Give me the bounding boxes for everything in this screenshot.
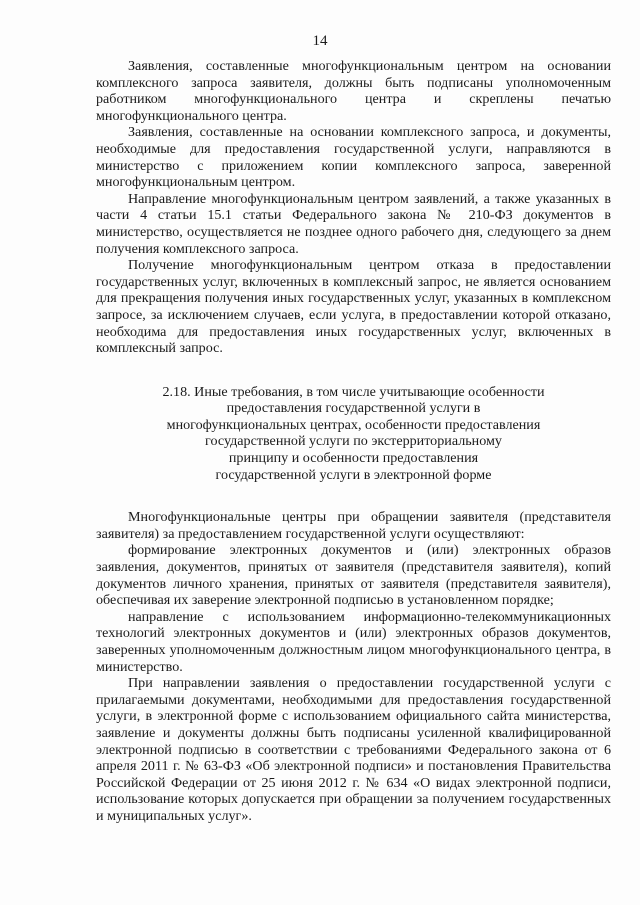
page-number: 14: [312, 33, 328, 49]
paragraph: Многофункциональные центры при обращении заявителя (представителя заявителя) за предоставлением государственной услуги осуществляют:: [96, 509, 611, 542]
list-item: направление с использованием информационно-телекоммуникационных технологий электронных документов и (или) электронных образов документов, заверенных уполномоченным должностным лицом многофункционального центра, в министерство.: [96, 608, 611, 675]
section-heading-line: 2.18. Иные требования, в том числе учитывающие особенности: [162, 383, 545, 400]
paragraph: При направлении заявления о предоставлении государственной услуги с прилагаемыми документами, необходимыми для предоставления государственной услуги, в электронной форме с использованием официального сайта министерства, заявление и документы должны быть подписаны усиленной квалифицированной электронной подписью в соответствии с требованиями Федерального закона от 6 апреля 2011 г. № 63-ФЗ «Об электронной подписи» и постановления Правительства Российской Федерации от 25 июня 2012 г. № 634 «О видах электронной подписи, использование которых допускается при обращении за получением государственных и муниципальных услуг».: [96, 675, 611, 824]
section-heading-line: государственной услуги в электронной форме: [215, 466, 492, 483]
paragraph: Заявления, составленные на основании комплексного запроса, и документы, необходимые для предоставления государственной услуги, направляются в министерство с приложением копии комплексного запроса, заверенной многофункциональным центром.: [96, 124, 611, 191]
section-heading-line: государственной услуги по экстерриториальному: [205, 433, 502, 450]
list-item: формирование электронных документов и (или) электронных образов заявления, документов, принятых от заявителя (представителя заявителя), копий документов личного хранения, принятых от заявителя (представителя заявителя), обеспечивая их заверение электронной подписью в установленном порядке;: [96, 542, 611, 609]
document-body: [96, 58, 611, 825]
paragraph: Заявления, составленные многофункциональным центром на основании комплексного запроса заявителя, должны быть подписаны уполномоченным работником многофункционального центра и скреплены печатью многофункционального центра.: [96, 58, 611, 124]
section-heading-line: многофункциональных центрах, особенности предоставления: [166, 416, 541, 433]
section-heading-line: предоставления государственной услуги в: [226, 400, 481, 417]
paragraph: Направление многофункциональным центром заявлений, а также указанных в части 4 статьи 15.1 статьи Федерального закона № 210-ФЗ документов в министерство, осуществляется не позднее одного рабочего дня, следующего за днем получения комплексного запроса.: [96, 190, 611, 257]
section-heading: [116, 384, 591, 484]
paragraph: Получение многофункциональным центром отказа в предоставлении государственных услуг, включенных в комплексный запрос, не является основанием для прекращения получения иных государственных услуг, указанных в комплексном запросе, за исключением случаев, если услуга, в предоставлении которой отказано, необходима для предоставления иных государственных услуг, включенных в комплексный запрос.: [96, 257, 611, 357]
section-heading-line: принципу и особенности предоставления: [228, 450, 479, 467]
